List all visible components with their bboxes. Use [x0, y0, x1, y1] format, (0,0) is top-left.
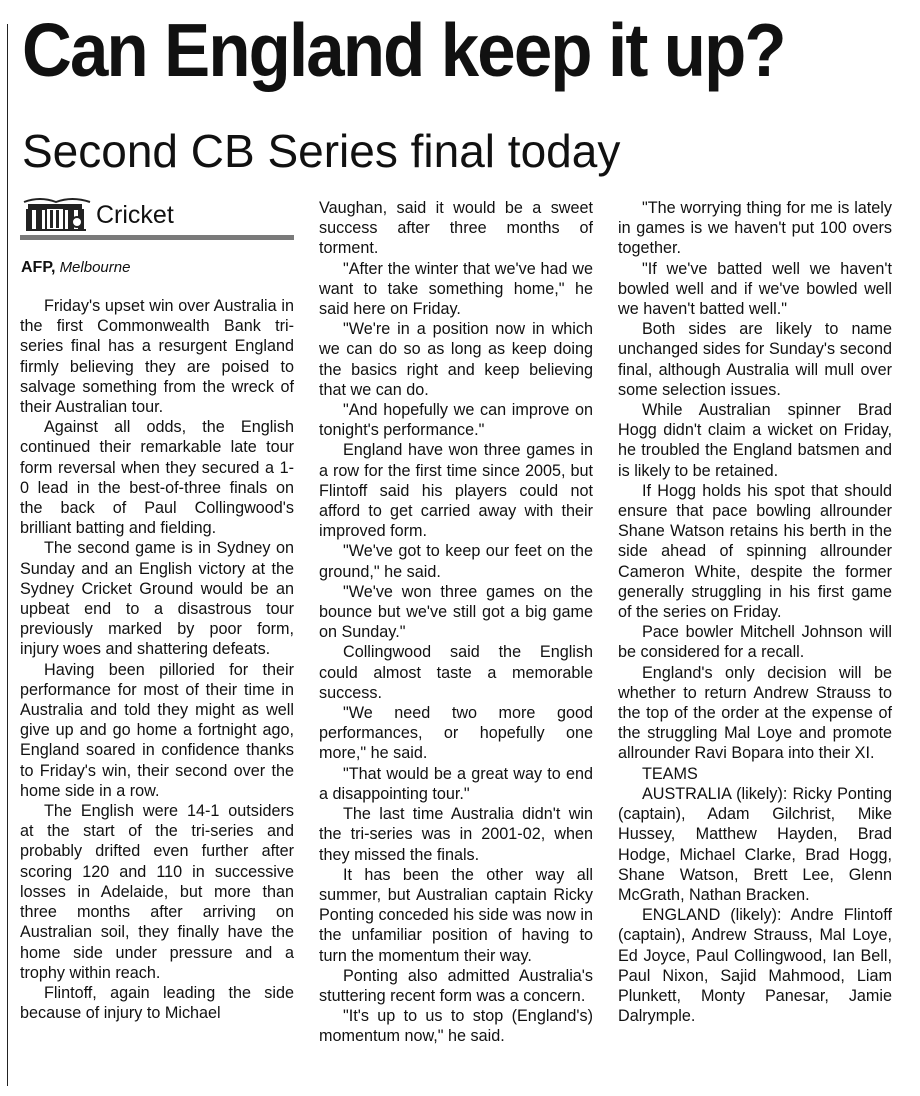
paragraph: Ponting also admitted Australia's stuttering recent form was a concern.	[319, 966, 593, 1005]
cricket-stumps-icon	[20, 196, 94, 234]
paragraph: "We've won three games on the bounce but we've still got a big game on Sunday."	[319, 582, 593, 642]
headline: Can England keep it up?	[22, 8, 785, 92]
paragraph: Friday's upset win over Australia in the first Commonwealth Bank tri-series final has a resurgent England firmly believing they are poised to salvage something from the wreck of their Australian tour.	[20, 297, 294, 417]
paragraph: Both sides are likely to name unchanged sides for Sunday's second final, although Australia will mull over some selection issues.	[618, 320, 892, 399]
paragraph: It has been the other way all summer, but Australian captain Ricky Ponting conceded his side was now in the unfamiliar position of having to turn the momentum their way.	[319, 865, 593, 965]
paragraph: "We've got to keep our feet on the ground," he said.	[319, 542, 593, 581]
paragraph: Vaughan, said it would be a sweet success after three months of torment.	[319, 199, 593, 258]
paragraph: If Hogg holds his spot that should ensure that pace bowling allrounder Shane Watson retains his berth in the side ahead of spinning allrounder Cameron White, despite the former generally struggling in his first game of the series on Friday.	[618, 481, 892, 622]
article-column-3	[618, 198, 892, 1026]
paragraph: England have won three games in a row for the first time since 2005, but Flintoff said his players could not afford to get carried away with their improved form.	[319, 441, 593, 541]
paragraph: England's only decision will be whether to return Andrew Strauss to the top of the order at the expense of the struggling Mal Loye and promote allrounder Ravi Bopara into their XI.	[618, 663, 892, 763]
dateline	[21, 258, 295, 278]
paragraph: Pace bowler Mitchell Johnson will be considered for a recall.	[618, 623, 892, 662]
paragraph: The last time Australia didn't win the tri-series was in 2001-02, when they missed the finals.	[319, 805, 593, 864]
paragraph: "And hopefully we can improve on tonight's performance."	[319, 401, 593, 440]
paragraph: The second game is in Sydney on Sunday and an English victory at the Sydney Cricket Ground would be an upbeat end to a disastrous tour previously marked by poor form, injury woes and shattering defeats.	[20, 539, 294, 659]
paragraph: The English were 14-1 outsiders at the start of the tri-series and probably drifted even further after scoring 120 and 110 in successive losses in Adelaide, but more than three months after arriving on Australian soil, they finally have the home side under pressure and a trophy within reach.	[20, 802, 294, 982]
england-team-list: ENGLAND (likely): Andre Flintoff (captain), Andrew Strauss, Mal Loye, Ed Joyce, Paul Collingwood, Ian Bell, Paul Nixon, Sajid Mahmood, Liam Plunkett, Monty Panesar, Jamie Dalrymple.	[618, 906, 892, 1026]
dateline-agency: AFP,	[21, 259, 56, 276]
paragraph: "We need two more good performances, or hopefully one more," he said.	[319, 704, 593, 763]
australia-team-list: AUSTRALIA (likely): Ricky Ponting (captain), Adam Gilchrist, Mike Hussey, Matthew Hayden, Brad Hodge, Michael Clarke, Brad Hogg, Shane Watson, Brett Lee, Glenn McGrath, Nathan Bracken.	[618, 784, 892, 904]
paragraph: "We're in a position now in which we can do so as long as keep doing the basics right and keep believing that we can do.	[319, 320, 593, 399]
paragraph: "If we've batted well we haven't bowled well and if we've bowled well we haven't batted well."	[618, 259, 892, 319]
paragraph: "It's up to us to stop (England's) momentum now," he said.	[319, 1007, 593, 1046]
teams-heading: TEAMS	[642, 764, 698, 783]
dateline-city: Melbourne	[59, 259, 131, 276]
paragraph: "That would be a great way to end a disappointing tour."	[319, 764, 593, 803]
paragraph: "After the winter that we've had we want to take something home," he said here on Friday.	[319, 259, 593, 319]
column-divider-rule	[7, 24, 8, 1086]
paragraph: Against all odds, the English continued their remarkable late tour form reversal when they secured a 1-0 lead in the best-of-three finals on the back of Paul Collingwood's brilliant batting and fielding.	[20, 418, 294, 538]
section-rule	[20, 235, 294, 240]
section-header	[20, 196, 294, 240]
paragraph: "The worrying thing for me is lately in games is we haven't put 100 overs together.	[618, 199, 892, 258]
paragraph: Collingwood said the English could almost taste a memorable success.	[319, 643, 593, 702]
paragraph: Having been pilloried for their performance for most of their time in Australia and told they might as well give up and go home a fortnight ago, England soared in confidence thanks to Friday's win, their second over the home side in a row.	[20, 660, 294, 800]
article-column-2	[319, 198, 593, 1047]
subheadline: Second CB Series final today	[22, 125, 621, 177]
article-column-1	[20, 296, 294, 1023]
paragraph: While Australian spinner Brad Hogg didn't claim a wicket on Friday, he troubled the England batsmen and is likely to be retained.	[618, 401, 892, 480]
paragraph: Flintoff, again leading the side because of injury to Michael	[20, 983, 294, 1023]
section-label: Cricket	[96, 201, 174, 229]
